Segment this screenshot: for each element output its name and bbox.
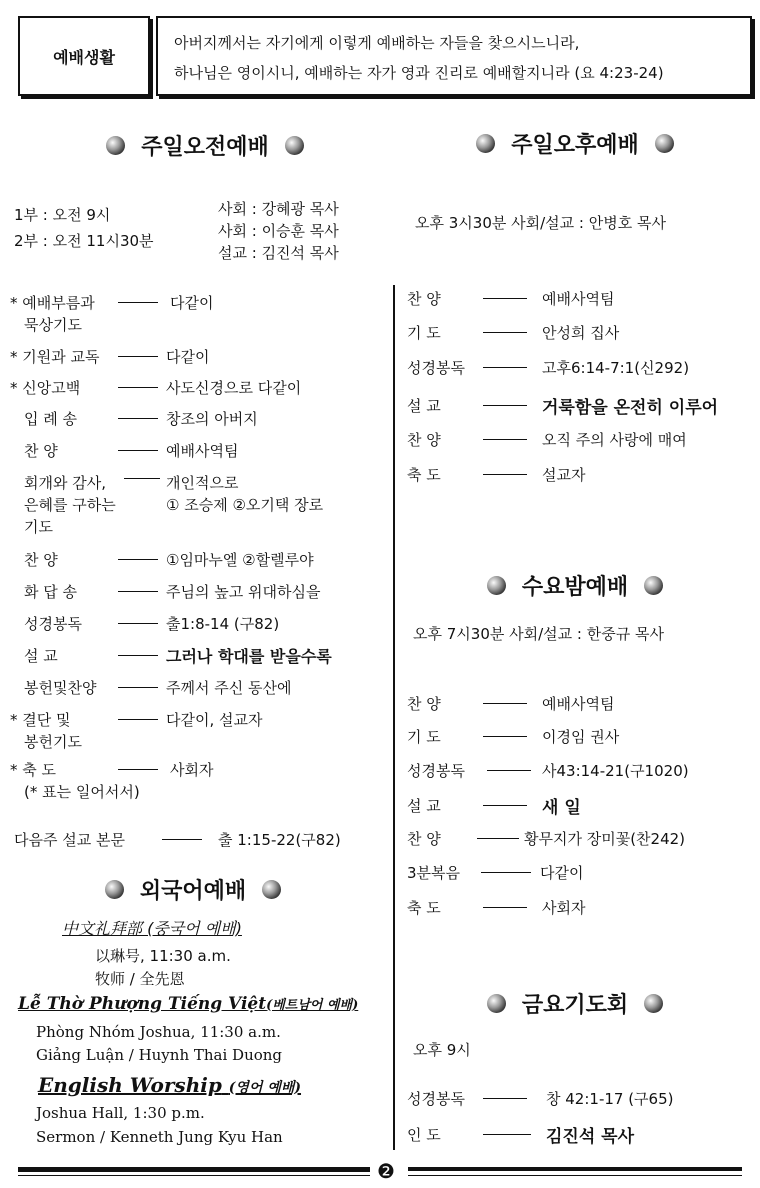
english-service-title (38, 1073, 301, 1097)
dash-line (118, 591, 158, 592)
dash-line (481, 872, 531, 873)
vietnamese-title-kr: (베트남어 예배) (266, 998, 359, 1013)
order-value: 주님의 높고 위대하심을 (166, 583, 321, 601)
dash-line (483, 805, 527, 806)
order-item-cont: 묵상기도 (24, 316, 82, 334)
order-value: 안성희 집사 (542, 324, 620, 342)
order-value: ①임마누엘 ②할렐루야 (166, 551, 314, 569)
order-value: 예배사역팀 (542, 290, 615, 308)
order-value: 사회자 (542, 899, 586, 917)
order-item: 회개와 감사, (24, 474, 106, 492)
order-value: 오직 주의 사랑에 매여 (542, 431, 687, 449)
dash-line (483, 298, 527, 299)
dash-line (483, 1098, 527, 1099)
footer-rule-left-thin (18, 1175, 370, 1176)
order-item: 찬 양 (24, 442, 58, 460)
order-item: 인 도 (407, 1126, 441, 1144)
footer-rule-right-thin (408, 1175, 742, 1176)
vietnamese-title-text: Lễ Thờ Phượng Tiếng Việt (18, 994, 267, 1014)
column-divider (393, 285, 395, 1150)
order-value: 사43:14-21(구1020) (542, 762, 689, 780)
order-value: 사회자 (170, 761, 214, 779)
dash-line (483, 703, 527, 704)
dash-line (483, 474, 527, 475)
bullet-ball-icon (106, 136, 125, 155)
order-item: 입 례 송 (24, 410, 78, 428)
order-value-cont: ① 조승제 ②오기택 장로 (166, 496, 324, 514)
wednesday-time-leader: 오후 7시30분 사회/설교 : 한중규 목사 (413, 625, 664, 643)
vietnamese-service-title (18, 994, 358, 1014)
next-week-value: 출 1:15-22(구82) (218, 831, 341, 849)
dash-line (162, 839, 202, 840)
order-item: * 기원과 교독 (10, 348, 100, 366)
bullet-ball-icon (105, 880, 124, 899)
vietnamese-service-preacher: Giảng Luận / Huynh Thai Duong (36, 1046, 283, 1064)
order-value: 고후6:14-7:1(신292) (542, 359, 690, 377)
bullet-ball-icon (644, 576, 663, 595)
dash-line (483, 405, 527, 406)
order-item: 설 교 (407, 397, 441, 415)
bullet-ball-icon (655, 134, 674, 153)
afternoon-time-leader: 오후 3시30분 사회/설교 : 안병호 목사 (415, 214, 666, 232)
preacher: 설교 : 김진석 목사 (218, 244, 339, 262)
bullet-ball-icon (644, 994, 663, 1013)
order-item: 성경봉독 (24, 615, 82, 633)
order-item: 성경봉독 (407, 359, 465, 377)
order-item-cont: 은혜를 구하는 (24, 496, 116, 514)
order-value: 예배사역팀 (166, 442, 239, 460)
order-value: 창 42:1-17 (구65) (546, 1090, 674, 1108)
sermon-title-afternoon: 거룩함을 온전히 이루어 (542, 398, 719, 418)
dash-line (477, 838, 519, 839)
order-item: 찬 양 (407, 830, 441, 848)
dash-line (118, 387, 158, 388)
order-value: 예배사역팀 (542, 695, 615, 713)
dash-line (483, 332, 527, 333)
dash-line (118, 623, 158, 624)
order-item: 찬 양 (24, 551, 58, 569)
order-value: 사도신경으로 다같이 (166, 379, 302, 397)
order-item-cont: 봉헌기도 (24, 733, 82, 751)
order-item: 기 도 (407, 728, 441, 746)
header-label-box (18, 16, 150, 96)
section-title-friday: 금요기도회 (410, 986, 740, 1020)
english-service-location: Joshua Hall, 1:30 p.m. (36, 1104, 205, 1122)
footer-rule-right (408, 1167, 742, 1171)
order-value: 주께서 주신 동산에 (166, 679, 292, 697)
dash-line (118, 356, 158, 357)
bullet-ball-icon (487, 576, 506, 595)
chinese-service-time: 以琳号, 11:30 a.m. (95, 947, 231, 965)
verse-line-1: 아버지께서는 자기에게 이렇게 예배하는 자들을 찾으시느니라, (174, 34, 580, 52)
verse-line-2: 하나님은 영이시니, 예배하는 자가 영과 진리로 예배할지니라 (요 4:23-24) (174, 64, 664, 82)
order-item: 설 교 (24, 647, 58, 665)
order-value: 출1:8-14 (구82) (166, 615, 280, 633)
order-value: 황무지가 장미꽃(찬242) (524, 830, 686, 848)
order-item: 축 도 (407, 466, 441, 484)
service-2-time: 2부 : 오전 11시30분 (14, 232, 154, 250)
dash-line (118, 687, 158, 688)
dash-line (118, 418, 158, 419)
leader-2: 사회 : 이승훈 목사 (218, 222, 339, 240)
order-value: 이경임 권사 (542, 728, 620, 746)
bullet-ball-icon (487, 994, 506, 1013)
dash-line (118, 769, 158, 770)
section-title-foreign: 외국어예배 (28, 872, 358, 906)
next-week-label: 다음주 설교 본문 (14, 831, 125, 849)
order-value: 개인적으로 (166, 474, 239, 492)
order-item: 기 도 (407, 324, 441, 342)
order-value: 다같이 (540, 864, 584, 882)
order-item: 찬 양 (407, 290, 441, 308)
dash-line (118, 719, 158, 720)
order-item: 성경봉독 (407, 1090, 465, 1108)
dash-line (118, 559, 158, 560)
order-item: 설 교 (407, 797, 441, 815)
order-item: 찬 양 (407, 695, 441, 713)
section-title-sunday-morning: 주일오전예배 (40, 128, 370, 162)
dash-line (118, 450, 158, 451)
bullet-ball-icon (476, 134, 495, 153)
order-value: 다같이 (166, 348, 210, 366)
standing-note: (* 표는 일어서서) (24, 783, 140, 801)
footer-rule-left (18, 1167, 370, 1172)
bullet-ball-icon (262, 880, 281, 899)
dash-line (483, 439, 527, 440)
english-title-kr: (영어 예배) (228, 1080, 302, 1096)
order-item: * 축 도 (10, 761, 57, 779)
chinese-service-pastor: 牧师 / 全先恩 (95, 970, 185, 988)
order-item: 화 답 송 (24, 583, 78, 601)
order-item: 성경봉독 (407, 762, 465, 780)
dash-line (118, 655, 158, 656)
order-item: 축 도 (407, 899, 441, 917)
order-value: 창조의 아버지 (166, 410, 258, 428)
page-number: ❷ (377, 1159, 395, 1183)
dash-line (124, 478, 160, 479)
order-item: 3분복음 (407, 864, 461, 882)
dash-line (483, 1134, 531, 1135)
leader-1: 사회 : 강혜광 목사 (218, 200, 339, 218)
vietnamese-service-room: Phòng Nhóm Joshua, 11:30 a.m. (36, 1023, 281, 1041)
dash-line (118, 302, 158, 303)
order-value: 설교자 (542, 466, 586, 484)
header-label: 예배생활 (53, 47, 115, 67)
sermon-title-morning: 그러나 학대를 받을수록 (166, 647, 332, 666)
dash-line (487, 770, 531, 771)
dash-line (483, 736, 527, 737)
friday-time: 오후 9시 (413, 1041, 471, 1059)
english-title-text: English Worship (38, 1073, 222, 1097)
order-item-cont: 기도 (24, 518, 53, 536)
service-1-time: 1부 : 오전 9시 (14, 206, 111, 224)
bullet-ball-icon (285, 136, 304, 155)
english-service-preacher: Sermon / Kenneth Jung Kyu Han (36, 1128, 283, 1146)
order-value: 다같이 (170, 294, 214, 312)
friday-leader: 김진석 목사 (546, 1127, 635, 1147)
sermon-title-wednesday: 새 일 (542, 798, 581, 818)
header-verse-box (156, 16, 752, 96)
order-item: * 예배부름과 (10, 294, 95, 312)
order-item: * 신앙고백 (10, 379, 81, 397)
order-item: 봉헌및찬양 (24, 679, 97, 697)
dash-line (483, 367, 527, 368)
order-item: 찬 양 (407, 431, 441, 449)
chinese-service-title: 中文礼拜部 (중국어 예배) (62, 919, 242, 938)
order-value: 다같이, 설교자 (166, 711, 263, 729)
dash-line (483, 907, 527, 908)
order-item: * 결단 및 (10, 711, 71, 729)
section-title-wednesday: 수요밤예배 (410, 568, 740, 602)
section-title-sunday-afternoon: 주일오후예배 (410, 126, 740, 160)
